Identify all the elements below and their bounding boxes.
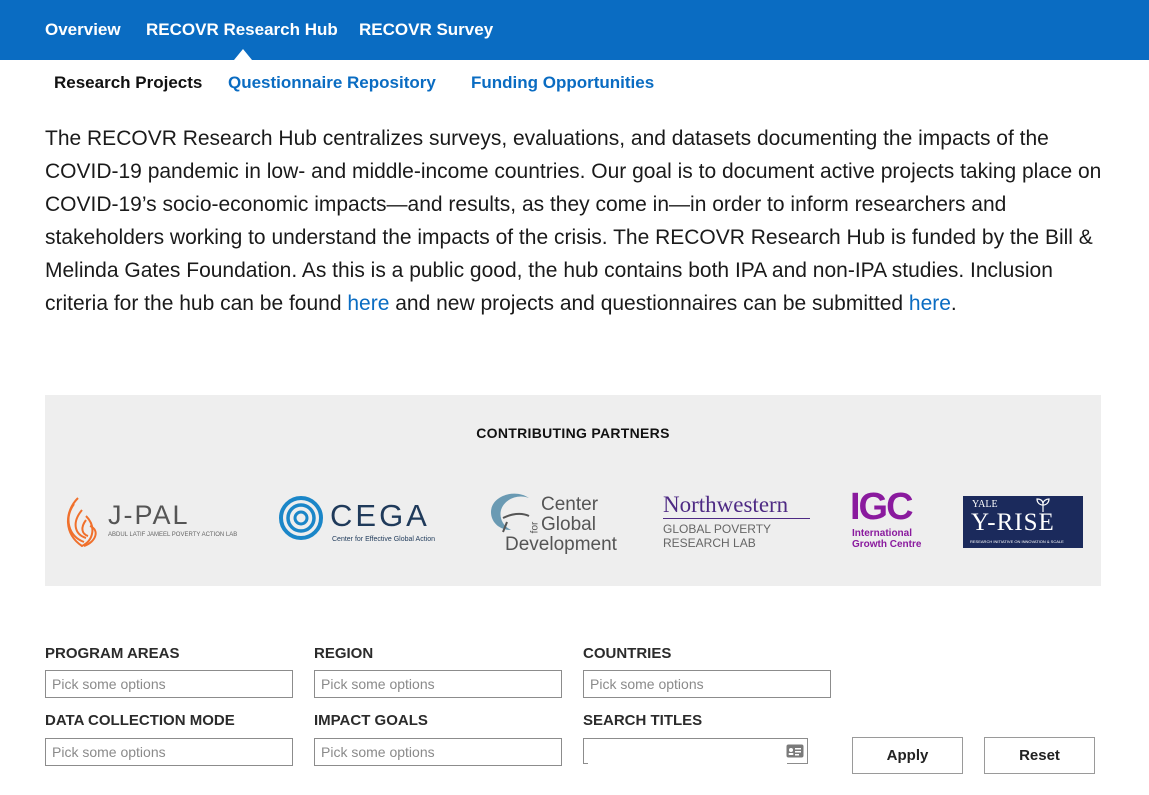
- data-collection-mode-select[interactable]: [45, 738, 293, 766]
- intro-text-2: and new projects and questionnaires can be submitted: [389, 292, 909, 315]
- search-titles-box: [583, 738, 808, 764]
- inclusion-criteria-link[interactable]: here: [347, 292, 390, 315]
- northwestern-divider: [663, 518, 810, 519]
- subnav-research-projects[interactable]: Research Projects: [54, 73, 203, 92]
- region-select[interactable]: [314, 670, 562, 698]
- jpal-logo[interactable]: [60, 490, 240, 560]
- intro-text-3: .: [950, 292, 957, 315]
- active-tab-caret-icon: [234, 49, 252, 60]
- cega-name: CEGA: [330, 498, 430, 533]
- cega-logo[interactable]: [275, 490, 445, 560]
- yrise-subtitle: RESEARCH INITIATIVE ON INNOVATION & SCALE: [970, 539, 1064, 544]
- countries-select[interactable]: [583, 670, 831, 698]
- igc-line2: Growth Centre: [852, 539, 922, 550]
- search-titles-label: SEARCH TITLES: [583, 712, 703, 729]
- countries-label: COUNTRIES: [583, 645, 672, 662]
- impact-goals-label: IMPACT GOALS: [314, 712, 428, 729]
- intro-text-1: The RECOVR Research Hub centralizes surveys, evaluations, and datasets documenting the impacts of the COVID-19 pandemic in low- and middle-income countries. Our goal is to document active projects taking place on COVID-19’s socio-economic impacts—and results, as they come in—in order to inform researchers and stakeholders working to understand the impacts of the crisis. The RECOVR Research Hub is funded by the Bill & Melinda Gates Foundation. As this is a public good, the hub contains both IPA and non-IPA studies. Inclusion criteria for the hub can be found: [45, 127, 1102, 315]
- yrise-sprout-icon: [1035, 498, 1051, 512]
- topnav-recovr-survey[interactable]: RECOVR Survey: [359, 20, 494, 39]
- cgd-logo[interactable]: [483, 490, 633, 560]
- search-titles-input[interactable]: [588, 740, 787, 764]
- yrise-logo[interactable]: [963, 496, 1083, 548]
- jpal-name: J-PAL: [108, 500, 190, 530]
- submit-projects-link[interactable]: here: [908, 292, 951, 315]
- yrise-name: Y-RISE: [971, 509, 1055, 536]
- apply-button[interactable]: Apply: [852, 737, 963, 774]
- impact-goals-select[interactable]: [314, 738, 562, 766]
- igc-line1: International: [852, 528, 913, 539]
- subnav-questionnaire-repository[interactable]: Questionnaire Repository: [228, 73, 436, 92]
- top-navigation: [0, 0, 1149, 60]
- cgd-line3: Development: [505, 534, 617, 555]
- cgd-for: for: [529, 521, 541, 534]
- topnav-recovr-research-hub[interactable]: RECOVR Research Hub: [146, 20, 338, 39]
- topnav-overview[interactable]: Overview: [45, 20, 121, 39]
- northwestern-line1: GLOBAL POVERTY: [663, 522, 772, 536]
- cgd-line2: Global: [541, 514, 596, 535]
- reset-button[interactable]: Reset: [984, 737, 1095, 774]
- program-areas-select[interactable]: [45, 670, 293, 698]
- intro-paragraph: [45, 122, 1105, 320]
- northwestern-name: Northwestern: [663, 492, 789, 517]
- igc-name: IGC: [850, 486, 912, 528]
- northwestern-logo[interactable]: [663, 490, 813, 560]
- contact-card-icon[interactable]: [786, 744, 804, 758]
- contributing-partners-panel: [45, 395, 1101, 586]
- jpal-subtitle: ABDUL LATIF JAMEEL POVERTY ACTION LAB: [108, 532, 238, 538]
- partners-title: CONTRIBUTING PARTNERS: [476, 425, 670, 441]
- program-areas-label: PROGRAM AREAS: [45, 645, 180, 662]
- cega-rings-icon: [277, 494, 333, 550]
- region-label: REGION: [314, 645, 374, 662]
- cega-subtitle: Center for Effective Global Action: [332, 536, 435, 543]
- northwestern-line2: RESEARCH LAB: [663, 536, 756, 550]
- cgd-line1: Center: [541, 494, 599, 515]
- data-collection-mode-label: DATA COLLECTION MODE: [45, 712, 235, 729]
- subnav-funding-opportunities[interactable]: Funding Opportunities: [471, 73, 655, 92]
- igc-logo[interactable]: [850, 486, 940, 560]
- yrise-top: YALE: [972, 499, 998, 510]
